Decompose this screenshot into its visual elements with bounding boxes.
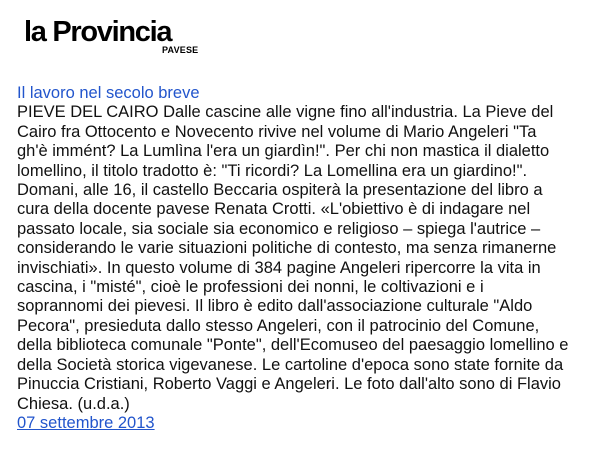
article-line: della Società storica vigevanese. Le cartoline d'epoca sono state fornite da — [17, 355, 564, 374]
article-line: gh'è immént? La Lumlìna l'era un giardìn!". Per chi non mastica il dialetto — [17, 142, 550, 161]
masthead-subtitle: PAVESE — [162, 45, 199, 55]
article-line: PIEVE DEL CAIRO Dalle cascine alle vigne fino all'industria. La Pieve del — [17, 103, 554, 122]
article-line: Pinuccia Cristiani, Roberto Vaggi e Angeleri. Le foto dall'alto sono di Flavio — [17, 375, 561, 394]
article-line: cascina, i "misté", cioè le professioni dei nonni, le coltivazioni e i — [17, 278, 484, 297]
masthead-name: la Provincia — [24, 16, 172, 48]
article — [17, 84, 587, 433]
article-line: Cairo fra Ottocento e Novecento rivive nel volume di Mario Angeleri "Ta — [17, 122, 537, 141]
article-line: invischiati». In questo volume di 384 pagine Angeleri ripercorre la vita in — [17, 258, 541, 277]
article-line: Pecora", presieduta dallo stesso Angeleri, con il patrocinio del Comune, — [17, 316, 540, 335]
article-line: soprannomi dei pievesi. Il libro è edito dall'associazione culturale "Aldo — [17, 297, 533, 316]
article-body — [17, 103, 587, 414]
article-line: Chiesa. (u.d.a.) — [17, 394, 130, 413]
article-line: lomellino, il titolo tradotto è: "Ti ricordi? La Lomellina era un giardino!". — [17, 161, 528, 180]
article-line: considerando le varie situazioni politiche di contesto, ma senza rimanerne — [17, 239, 557, 258]
article-date-link[interactable]: 07 settembre 2013 — [17, 413, 155, 432]
article-title: Il lavoro nel secolo breve — [17, 84, 200, 102]
article-line: Domani, alle 16, il castello Beccaria ospiterà la presentazione del libro a — [17, 181, 543, 200]
article-line: cura della docente pavese Renata Crotti. «L'obiettivo è di indagare nel — [17, 200, 531, 219]
masthead-logo — [24, 16, 214, 56]
article-line: della biblioteca comunale "Ponte", dell'Ecomuseo del paesaggio lomellino e — [17, 336, 569, 355]
article-line: passato locale, sia sociale sia economico e religioso – spiega l'autrice – — [17, 219, 541, 238]
